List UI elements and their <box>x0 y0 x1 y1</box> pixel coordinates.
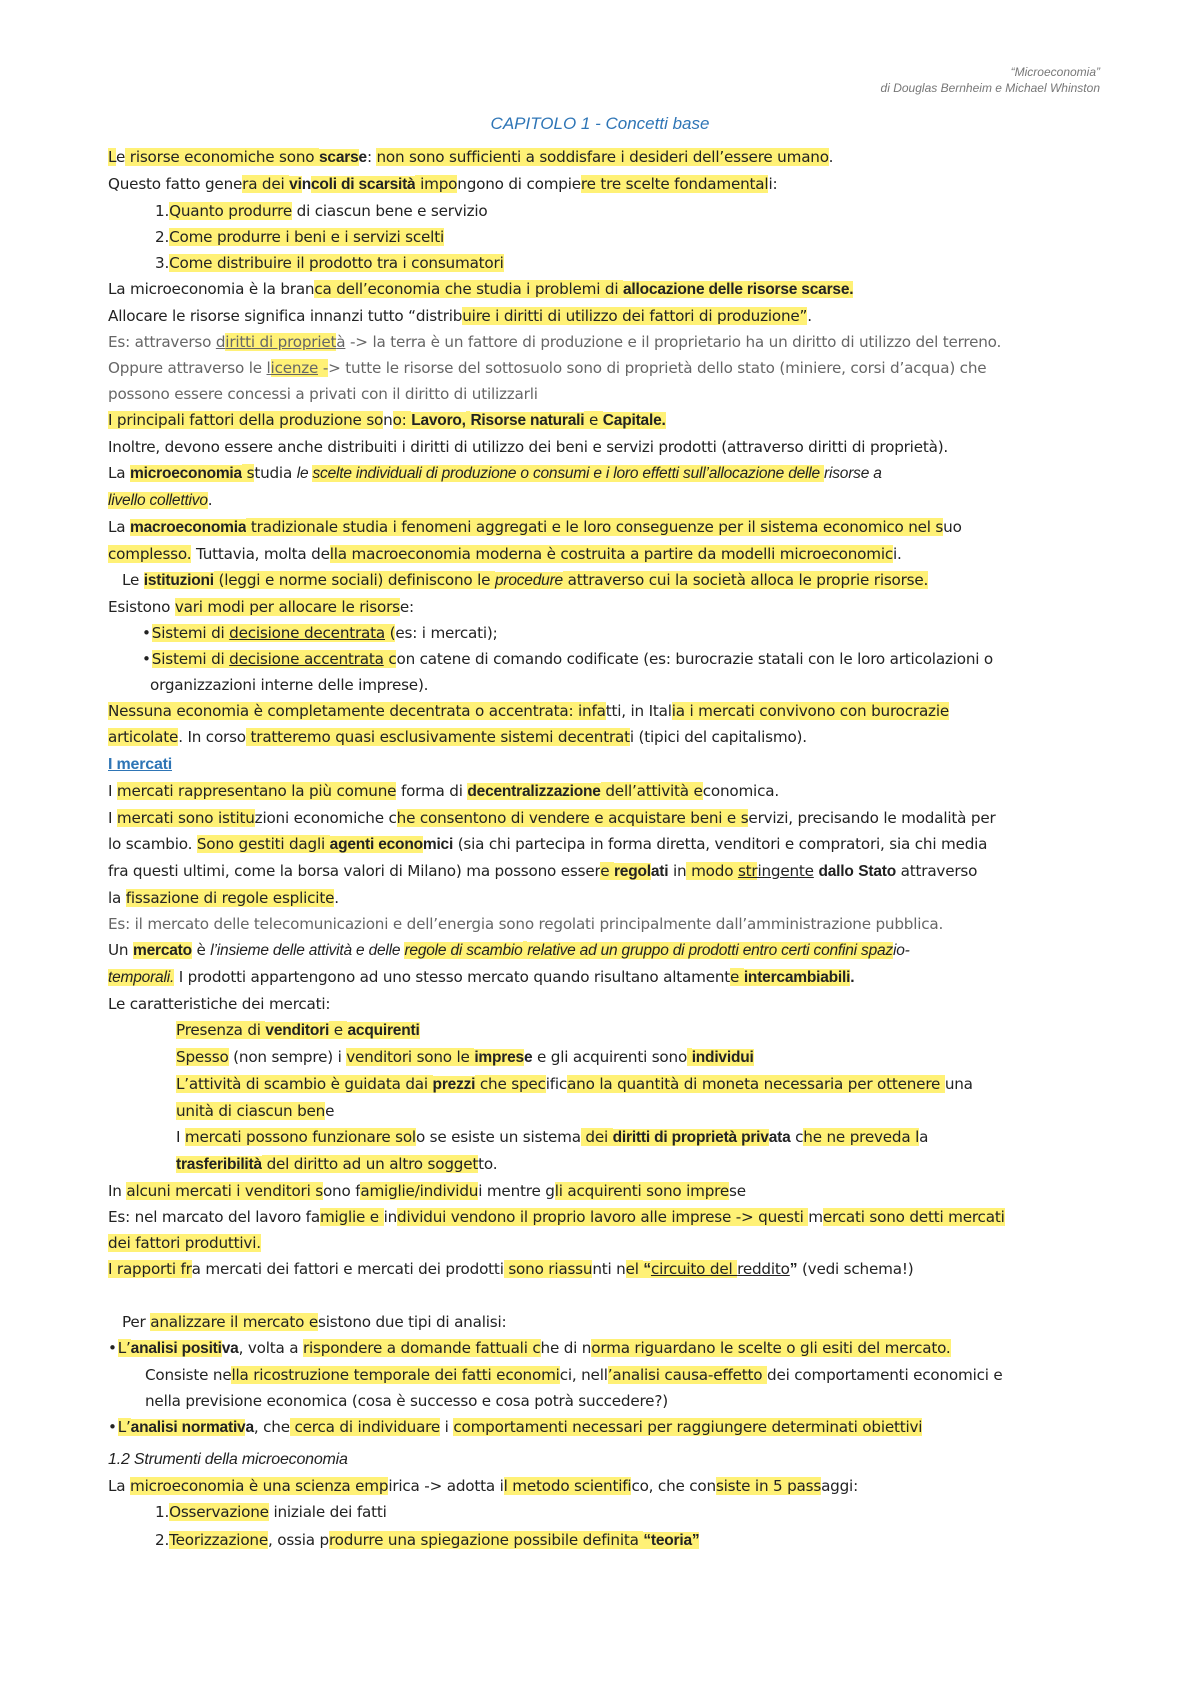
text-line: I mercati sono istituzioni economiche che consentono di vendere e acquistare beni e servizi, precisando le modalità per <box>108 809 996 827</box>
text-line: lo scambio. Sono gestiti dagli agenti economici (sia chi partecipa in forma diretta, venditori e compratori, sia chi media <box>108 835 988 853</box>
bullet-item: • Sistemi di decisione accentrata con catene di comando codificate (es: burocrazie statali con le loro articolazioni o <box>108 646 1098 672</box>
header-book-title: “Microeconomia” <box>1010 65 1100 79</box>
list-item: L’attività di scambio è guidata dai prezzi che specificano la quantità di moneta necessaria per ottenere una <box>176 1075 973 1093</box>
text-line: la fissazione di regole esplicite. <box>108 889 339 907</box>
text-line: Nessuna economia è completamente decentrata o accentrata: infatti, in Italia i mercati convivono con burocrazie <box>108 702 949 720</box>
numbered-item: 2.Teorizzazione, ossia produrre una spiegazione possibile definita “teoria” <box>155 1531 700 1549</box>
text-line: In alcuni mercati i venditori sono famiglie/individui mentre gli acquirenti sono imprese <box>108 1182 746 1200</box>
list-item: unità di ciascun bene <box>176 1102 335 1120</box>
list-item: trasferibilità del diritto ad un altro soggetto. <box>176 1155 498 1173</box>
text-line: La microeconomia è una scienza empirica -> adotta il metodo scientifico, che consiste in 5 passaggi: <box>108 1477 858 1495</box>
example-line: Oppure attraverso le licenze -> tutte le risorse del sottosuolo sono di proprietà dello stato (miniere, corsi d’acqua) che <box>108 359 987 377</box>
text-line: fra questi ultimi, come la borsa valori di Milano) ma possono essere regolati in modo stringente dallo Stato attraverso <box>108 862 978 880</box>
text-line: Esistono vari modi per allocare le risorse: <box>108 598 414 616</box>
document-body <box>108 144 1098 1554</box>
section-heading-strumenti: 1.2 Strumenti della microeconomia <box>108 1451 348 1468</box>
page-header <box>881 64 1100 96</box>
text-line: Un mercato è l’insieme delle attività e delle regole di scambio relative ad un gruppo di prodotti entro certi confini spazio- <box>108 941 910 959</box>
text-line: I rapporti fra mercati dei fattori e mercati dei prodotti sono riassunti nel “circuito del reddito” (vedi schema!) <box>108 1260 914 1278</box>
text-line: La macroeconomia tradizionale studia i fenomeni aggregati e le loro conseguenze per il sistema economico nel suo <box>108 518 962 536</box>
list-item: Spesso (non sempre) i venditori sono le imprese e gli acquirenti sono individui <box>176 1048 754 1066</box>
bullet-item: • L’analisi positiva, volta a rispondere a domande fattuali che di norma riguardano le scelte o gli esiti del mercato. <box>108 1335 1098 1362</box>
section-heading-mercati: I mercati <box>108 756 173 773</box>
text-line: livello collettivo. <box>108 491 213 509</box>
text-line: Consiste nella ricostruzione temporale dei fatti economici, nell’analisi causa-effetto dei comportamenti economici e <box>145 1366 1003 1384</box>
text-line: nella previsione economica (cosa è successo e cosa potrà succedere?) <box>145 1392 668 1410</box>
text-line: temporali. I prodotti appartengono ad uno stesso mercato quando risultano altamente intercambiabili. <box>108 968 855 986</box>
text-line: Allocare le risorse significa innanzi tutto “distribuire i diritti di utilizzo dei fattori di produzione”. <box>108 307 812 325</box>
chapter-title: CAPITOLO 1 - Concetti base <box>490 114 710 133</box>
text-line: Le istituzioni (leggi e norme sociali) definiscono le procedure attraverso cui la società alloca le proprie risorse. <box>122 571 929 589</box>
bullet-item: • L’analisi normativa, che cerca di individuare i comportamenti necessari per raggiungere determinati obiettivi <box>108 1414 1098 1441</box>
text-line: organizzazioni interne delle imprese). <box>150 676 429 694</box>
example-line: Es: il mercato delle telecomunicazioni e dell’energia sono regolati principalmente dall’amministrazione pubblica. <box>108 915 944 933</box>
text-line: I principali fattori della produzione sono: Lavoro, Risorse naturali e Capitale. <box>108 411 666 429</box>
numbered-item: 3.Come distribuire il prodotto tra i consumatori <box>155 254 504 272</box>
list-item: Presenza di venditori e acquirenti <box>176 1021 420 1039</box>
text-line: Le caratteristiche dei mercati: <box>108 995 331 1013</box>
numbered-item: 2.Come produrre i beni e i servizi scelti <box>155 228 444 246</box>
text-line: Inoltre, devono essere anche distribuiti i diritti di utilizzo dei beni e servizi prodotti (attraverso diritti di proprietà). <box>108 438 949 456</box>
example-line: Es: attraverso diritti di proprietà -> la terra è un fattore di produzione e il proprietario ha un diritto di utilizzo del terreno. <box>108 333 1002 351</box>
text-line: Questo fatto genera dei vincoli di scarsità impongono di compiere tre scelte fondamentali: <box>108 175 778 193</box>
text-line: Per analizzare il mercato esistono due tipi di analisi: <box>122 1313 507 1331</box>
text-line: complesso. Tuttavia, molta della macroeconomia moderna è costruita a partire da modelli microeconomici. <box>108 545 902 563</box>
numbered-item: 1.Osservazione iniziale dei fatti <box>155 1503 387 1521</box>
text-line: articolate. In corso tratteremo quasi esclusivamente sistemi decentrati (tipici del capitalismo). <box>108 728 807 746</box>
spacer <box>108 1283 1098 1309</box>
text-line: La microeconomia studia le scelte individuali di produzione o consumi e i loro effetti sull’allocazione delle risorse a <box>108 464 882 482</box>
text-line: Le risorse economiche sono scarse: non sono sufficienti a soddisfare i desideri dell’essere umano. <box>108 148 834 166</box>
example-line: possono essere concessi a privati con il diritto di utilizzarli <box>108 385 538 403</box>
header-authors: di Douglas Bernheim e Michael Whinston <box>880 81 1100 95</box>
text-line: I mercati rappresentano la più comune forma di decentralizzazione dell’attività economica. <box>108 782 779 800</box>
list-item: I mercati possono funzionare solo se esiste un sistema dei diritti di proprietà privata che ne preveda la <box>176 1128 929 1146</box>
text-line: dei fattori produttivi. <box>108 1234 261 1252</box>
text-line: Es: nel marcato del lavoro famiglie e individui vendono il proprio lavoro alle imprese -> questi mercati sono detti mercati <box>108 1208 1005 1226</box>
text-line: La microeconomia è la branca dell’economia che studia i problemi di allocazione delle risorse scarse. <box>108 280 854 298</box>
numbered-item: 1.Quanto produrre di ciascun bene e servizio <box>155 202 488 220</box>
bullet-item: • Sistemi di decisione decentrata (es: i mercati); <box>108 620 1098 646</box>
